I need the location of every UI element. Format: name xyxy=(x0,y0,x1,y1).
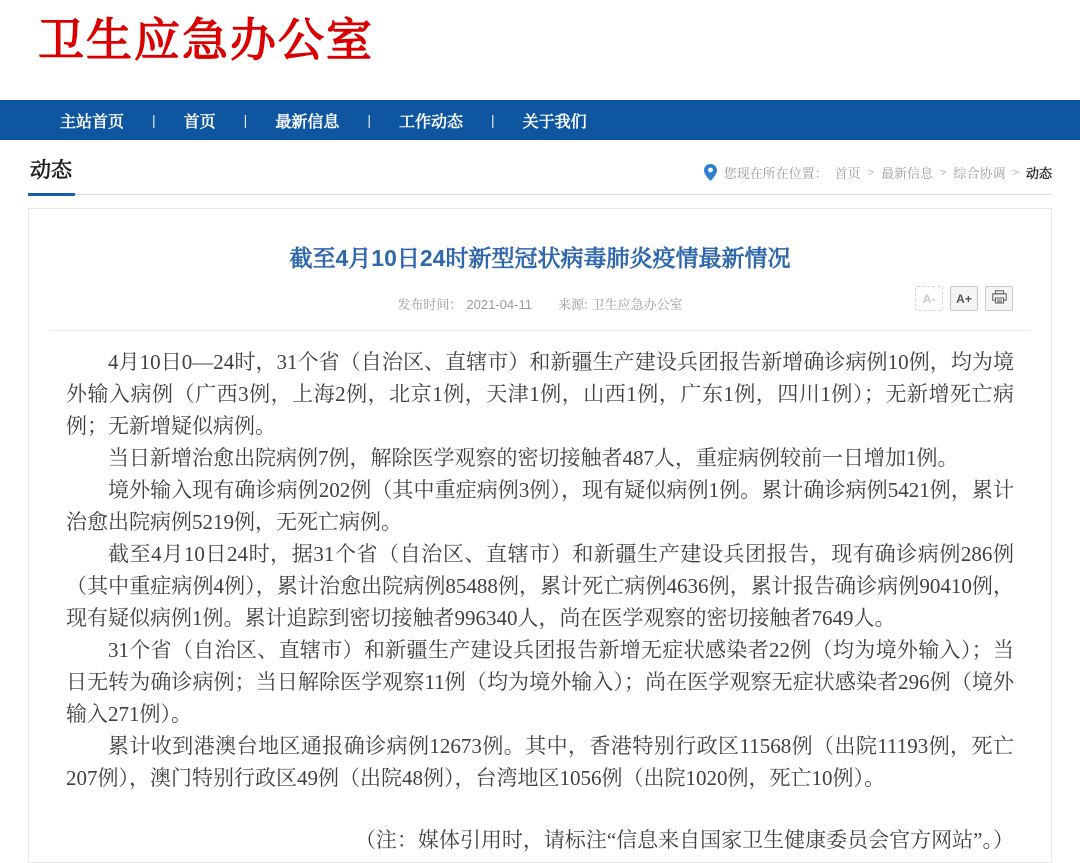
nav-separator: | xyxy=(243,112,248,128)
print-button[interactable] xyxy=(985,286,1013,311)
article-paragraph: 4月10日0—24时，31个省（自治区、直辖市）和新疆生产建设兵团报告新增确诊病例10例，均为境外输入病例（广西3例，上海2例，北京1例，天津1例，山西1例，广东1例，四川1例）；无新增死亡病例；无新增疑似病例。 xyxy=(66,350,1014,438)
breadcrumb-item-coordination[interactable]: 综合协调 xyxy=(953,166,1006,181)
article-note: （注：媒体引用时，请标注“信息来自国家卫生健康委员会官方网站”。） xyxy=(354,828,1014,852)
publish-date-value: 2021-04-11 xyxy=(466,297,532,312)
nav-item-about-us[interactable]: 关于我们 xyxy=(522,113,587,131)
breadcrumb-separator: > xyxy=(940,166,947,179)
font-increase-button[interactable]: A+ xyxy=(950,286,978,311)
source-value: 卫生应急办公室 xyxy=(591,297,683,312)
printer-icon xyxy=(992,290,1007,307)
section-heading: 动态 xyxy=(28,154,75,196)
article-paragraph: 境外输入现有确诊病例202例（其中重症病例3例），现有疑似病例1例。累计确诊病例5421例，累计治愈出院病例5219例，无死亡病例。 xyxy=(66,478,1014,534)
breadcrumb-prefix: 您现在所在位置： xyxy=(723,166,828,181)
breadcrumb-separator: > xyxy=(1012,166,1019,179)
nav-separator: | xyxy=(367,112,371,128)
article-paragraph: 当日新增治愈出院病例7例，解除医学观察的密切接触者487人，重症病例较前一日增加1例。 xyxy=(108,446,959,470)
nav-item-latest-info[interactable]: 最新信息 xyxy=(275,113,340,131)
breadcrumb-item-home[interactable]: 首页 xyxy=(834,166,861,181)
nav-item-main-home[interactable]: 主站首页 xyxy=(60,113,125,131)
breadcrumb-item-current: 动态 xyxy=(1025,166,1052,181)
article-paragraph: 截至4月10日24时，据31个省（自治区、直辖市）和新疆生产建设兵团报告，现有确诊病例286例（其中重症病例4例），累计治愈出院病例85488例，累计死亡病例4636例，累计报告确诊病例90410例，现有疑似病例1例。累计追踪到密切接触者996340人，尚在医学观察的密切接触者7649人。 xyxy=(66,542,1014,630)
nav-item-home[interactable]: 首页 xyxy=(183,113,216,131)
nav-item-work-updates[interactable]: 工作动态 xyxy=(398,113,463,131)
location-pin-icon xyxy=(704,164,717,181)
article-title: 截至4月10日24时新型冠状病毒肺炎疫情最新情况 xyxy=(289,245,791,271)
nav-separator: | xyxy=(490,112,495,128)
site-title: 卫生应急办公室 xyxy=(38,15,374,66)
breadcrumb-separator: > xyxy=(867,166,875,179)
site-header xyxy=(0,0,1080,100)
publish-date-label: 发布时间： xyxy=(397,297,463,312)
article-meta-row xyxy=(49,291,1031,313)
main-nav xyxy=(0,100,1080,140)
source-label: 来源: xyxy=(557,297,588,312)
breadcrumb-item-latest-info[interactable]: 最新信息 xyxy=(881,166,934,181)
article-paragraph: 31个省（自治区、直辖市）和新疆生产建设兵团报告新增无症状感染者22例（均为境外输入）；当日无转为确诊病例；当日解除医学观察11例（均为境外输入）；尚在医学观察无症状感染者296例（境外输入271例）。 xyxy=(66,638,1014,726)
section-breadcrumb-row xyxy=(28,140,1052,195)
nav-separator: | xyxy=(152,112,156,128)
article-container xyxy=(28,208,1052,863)
article-paragraph: 累计收到港澳台地区通报确诊病例12673例。其中，香港特别行政区11568例（出院11193例，死亡207例），澳门特别行政区49例（出院48例），台湾地区1056例（出院1020例，死亡10例）。 xyxy=(66,734,1014,790)
article-toolbar xyxy=(915,286,1013,311)
article-body xyxy=(49,331,1031,856)
font-decrease-button[interactable]: A- xyxy=(915,286,943,311)
breadcrumb xyxy=(704,163,1052,194)
